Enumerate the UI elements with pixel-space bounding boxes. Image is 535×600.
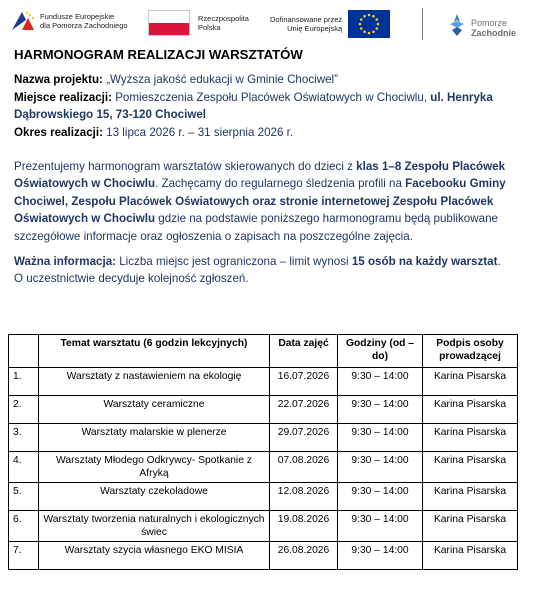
period-label: Okres realizacji: bbox=[14, 125, 103, 139]
project-line bbox=[14, 71, 524, 88]
table-row bbox=[9, 511, 518, 542]
table-row bbox=[9, 483, 518, 511]
table-row bbox=[9, 452, 518, 483]
fe-line-2: dla Pomorza Zachodniego bbox=[40, 21, 128, 30]
table-row bbox=[9, 368, 518, 396]
row-topic: Warsztaty z nastawieniem na ekologię bbox=[39, 368, 270, 396]
pz-line-2: Zachodnie bbox=[471, 27, 517, 38]
row-topic: Warsztaty szycia własnego EKO MISIA bbox=[39, 542, 270, 570]
intro-paragraph bbox=[14, 158, 524, 245]
pomorze-zachodnie-logo bbox=[446, 12, 516, 43]
fe-logo-text bbox=[40, 12, 128, 30]
pz-logo-text bbox=[471, 18, 516, 38]
eu-line-1: Dofinansowane przez bbox=[270, 15, 343, 24]
header-hours: Godziny (od – do) bbox=[338, 335, 423, 368]
header-date: Data zajęć bbox=[270, 335, 338, 368]
place-label: Miejsce realizacji: bbox=[14, 90, 112, 104]
row-date: 26.08.2026 bbox=[270, 542, 338, 570]
row-number: 6. bbox=[9, 511, 39, 542]
workshop-schedule-table bbox=[8, 334, 518, 570]
important-info bbox=[14, 253, 524, 288]
row-number: 7. bbox=[9, 542, 39, 570]
info-part-1: Liczba miejsc jest ograniczona – limit wynosi bbox=[116, 255, 352, 269]
document-body bbox=[14, 46, 524, 288]
rp-line-2: Polska bbox=[198, 23, 221, 32]
row-instructor: Karina Pisarska bbox=[423, 424, 518, 452]
row-hours: 9:30 – 14:00 bbox=[338, 424, 423, 452]
header-signature: Podpis osoby prowadzącej bbox=[423, 335, 518, 368]
header-topic: Temat warsztatu (6 godzin lekcyjnych) bbox=[39, 335, 270, 368]
intro-part-3: . Zachęcamy do regularnego śledzenia profili na bbox=[155, 177, 406, 191]
eu-line-2: Unię Europejską bbox=[287, 24, 343, 33]
row-number: 4. bbox=[9, 452, 39, 483]
period-line bbox=[14, 124, 524, 141]
row-number: 2. bbox=[9, 396, 39, 424]
logo-separator bbox=[422, 8, 423, 40]
row-instructor: Karina Pisarska bbox=[423, 368, 518, 396]
table-header-row bbox=[9, 335, 518, 368]
document-title: HARMONOGRAM REALIZACJI WARSZTATÓW bbox=[14, 47, 303, 62]
place-address: ul. Henryka Dąbrowskiego 15, 73-120 Chociwel bbox=[14, 90, 493, 122]
table-row bbox=[9, 542, 518, 570]
info-limit: 15 osób na każdy warsztat bbox=[351, 255, 498, 269]
row-hours: 9:30 – 14:00 bbox=[338, 511, 423, 542]
polish-flag-icon bbox=[148, 10, 190, 36]
intro-part-4: Facebooku Gminy Chociwel, Zespołu Placówek Oświatowych oraz stronie internetowej Zespołu Placówek Oświatowych w Chociwlu bbox=[14, 177, 506, 226]
row-topic: Warsztaty ceramiczne bbox=[39, 396, 270, 424]
eu-flag-icon bbox=[348, 10, 390, 38]
row-date: 16.07.2026 bbox=[270, 368, 338, 396]
period-value: 13 lipca 2026 r. – 31 sierpnia 2026 r. bbox=[102, 125, 294, 139]
eu-logo bbox=[270, 10, 390, 38]
place-value: Pomieszczenia Zespołu Placówek Oświatowych w Chociwlu, bbox=[111, 90, 431, 104]
row-topic: Warsztaty tworzenia naturalnych i ekologicznych świec bbox=[39, 511, 270, 542]
rzeczpospolita-logo bbox=[148, 10, 249, 36]
project-value: „Wyższa jakość edukacji w Gminie Chociwel” bbox=[102, 73, 338, 87]
pomorze-zachodnie-emblem-icon bbox=[446, 12, 468, 43]
row-date: 22.07.2026 bbox=[270, 396, 338, 424]
row-instructor: Karina Pisarska bbox=[423, 396, 518, 424]
info-part-3: O uczestnictwie decyduje kolejność zgłoszeń. bbox=[14, 272, 249, 286]
row-date: 29.07.2026 bbox=[270, 424, 338, 452]
row-instructor: Karina Pisarska bbox=[423, 452, 518, 483]
row-date: 19.08.2026 bbox=[270, 511, 338, 542]
info-part-2: . bbox=[497, 255, 501, 269]
row-hours: 9:30 – 14:00 bbox=[338, 452, 423, 483]
row-instructor: Karina Pisarska bbox=[423, 542, 518, 570]
row-hours: 9:30 – 14:00 bbox=[338, 368, 423, 396]
pz-line-1: Pomorze bbox=[471, 17, 508, 28]
table-row bbox=[9, 396, 518, 424]
row-number: 3. bbox=[9, 424, 39, 452]
row-number: 5. bbox=[9, 483, 39, 511]
row-hours: 9:30 – 14:00 bbox=[338, 483, 423, 511]
row-topic: Warsztaty czekoladowe bbox=[39, 483, 270, 511]
rp-line-1: Rzeczpospolita bbox=[198, 14, 249, 23]
logo-bar bbox=[0, 0, 535, 48]
fe-line-1: Fundusze Europejskie bbox=[40, 12, 115, 21]
row-topic: Warsztaty malarskie w plenerze bbox=[39, 424, 270, 452]
table-row bbox=[9, 424, 518, 452]
row-date: 07.08.2026 bbox=[270, 452, 338, 483]
row-instructor: Karina Pisarska bbox=[423, 511, 518, 542]
intro-part-2: klas 1–8 Zespołu Placówek Oświatowych w Chociwlu bbox=[14, 160, 506, 191]
row-instructor: Karina Pisarska bbox=[423, 483, 518, 511]
row-topic: Warsztaty Młodego Odkrywcy- Spotkanie z Afryką bbox=[39, 452, 270, 483]
fundusze-europejskie-logo bbox=[10, 10, 128, 32]
intro-part-1: Prezentujemy harmonogram warsztatów skierowanych do dzieci z bbox=[14, 160, 357, 174]
intro-part-5: gdzie na podstawie poniższego harmonogramu będą publikowane szczegółowe informacje oraz ogłoszenia o zapisach na poszczególne zajęcia. bbox=[14, 212, 498, 243]
rp-logo-text bbox=[198, 14, 249, 32]
info-label: Ważna informacja: bbox=[14, 255, 116, 269]
row-hours: 9:30 – 14:00 bbox=[338, 396, 423, 424]
fe-emblem-icon bbox=[10, 10, 36, 32]
eu-logo-text bbox=[270, 15, 342, 33]
project-label: Nazwa projektu: bbox=[14, 73, 103, 87]
place-line bbox=[14, 89, 524, 124]
row-number: 1. bbox=[9, 368, 39, 396]
row-date: 12.08.2026 bbox=[270, 483, 338, 511]
row-hours: 9:30 – 14:00 bbox=[338, 542, 423, 570]
header-number bbox=[9, 335, 39, 368]
